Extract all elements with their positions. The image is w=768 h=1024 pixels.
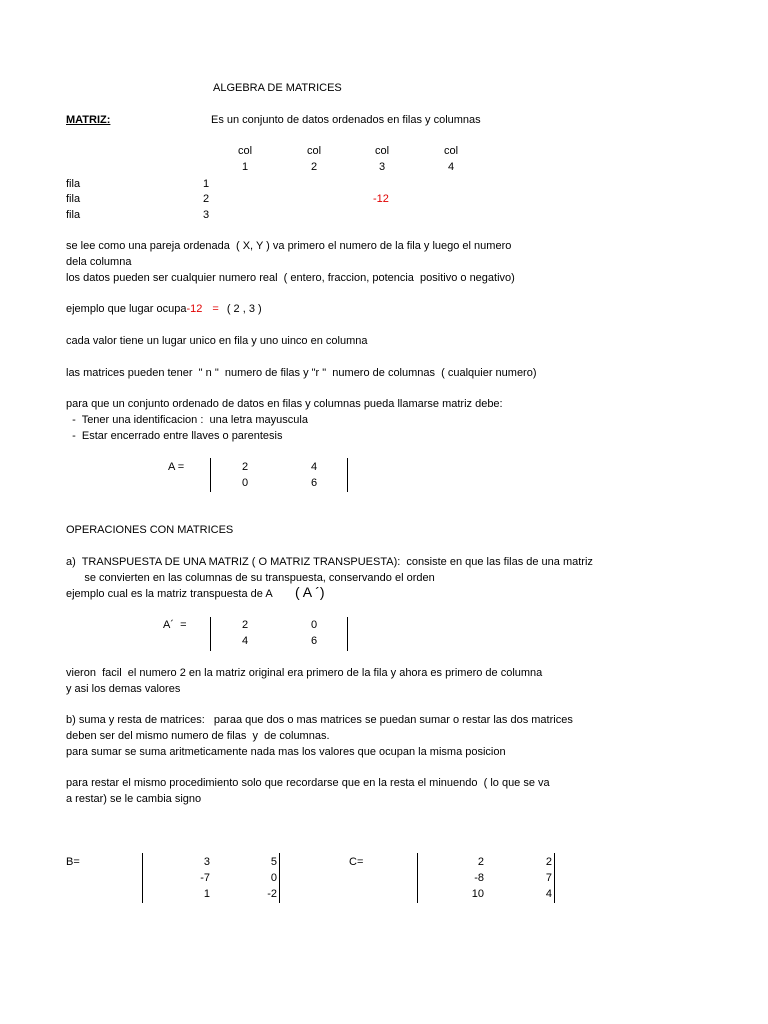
matrix-cell: 0	[270, 872, 277, 884]
paragraph-line: para restar el mismo procedimiento solo que recordarse que en la resta el minuendo ( lo que se va	[66, 777, 550, 789]
col-number: 3	[378, 161, 386, 173]
paragraph-line: b) suma y resta de matrices: paraa que dos o mas matrices se puedan sumar o restar las dos matrices	[66, 714, 573, 726]
matrix-left-bracket	[142, 853, 143, 903]
paragraph-line: dela columna	[66, 256, 132, 268]
row-number: 3	[203, 209, 210, 221]
example-value: -12	[186, 303, 203, 315]
matrix-cell: 0	[310, 619, 318, 631]
matrix-cell: -2	[267, 888, 277, 900]
matrix-cell: 2	[241, 619, 249, 631]
matrix-cell: 4	[545, 888, 552, 900]
row-word: fila	[66, 178, 81, 190]
paragraph-line: a restar) se le cambia signo	[66, 793, 202, 805]
matriz-definition: Es un conjunto de datos ordenados en filas y columnas	[211, 114, 481, 126]
matriz-label: MATRIZ:	[66, 114, 111, 126]
transpose-symbol: ( A ´)	[295, 584, 325, 600]
paragraph-line: los datos pueden ser cualquier numero real ( entero, fraccion, potencia positivo o negativo)	[66, 272, 515, 284]
matrix-right-bracket	[554, 853, 555, 903]
matrix-label: A´ =	[163, 619, 187, 631]
matrix-left-bracket	[210, 617, 211, 651]
col-number: 2	[310, 161, 318, 173]
paragraph-line: para que un conjunto ordenado de datos en filas y columnas pueda llamarse matriz debe:	[66, 398, 503, 410]
col-word: col	[374, 145, 390, 157]
matrix-cell: 5	[270, 856, 277, 868]
matrix-cell: 2	[241, 461, 249, 473]
matrix-cell: -7	[200, 872, 210, 884]
row-number: 1	[203, 178, 210, 190]
matrix-right-bracket	[347, 617, 348, 651]
matrix-cell: -8	[474, 872, 484, 884]
example-equals: =	[212, 303, 219, 315]
paragraph-line: ejemplo cual es la matriz transpuesta de A	[66, 588, 273, 600]
matrix-label: A =	[168, 461, 185, 473]
example-line	[66, 303, 262, 316]
matrix-cell: 2	[477, 856, 484, 868]
matrix-cell: 2	[545, 856, 552, 868]
paragraph-line: y asi los demas valores	[66, 683, 181, 695]
bullet-item: - Estar encerrado entre llaves o parentesis	[66, 430, 283, 442]
matrix-left-bracket	[417, 853, 418, 903]
paragraph-line: se convierten en las columnas de su transpuesta, conservando el orden	[66, 572, 435, 584]
paragraph-line: vieron facil el numero 2 en la matriz original era primero de la fila y ahora es primero de columna	[66, 667, 543, 679]
matrix-label: C=	[349, 856, 364, 868]
paragraph-line: cada valor tiene un lugar unico en fila y uno uinco en columna	[66, 335, 368, 347]
page-title: ALGEBRA DE MATRICES	[213, 82, 342, 94]
example-pair: ( 2 , 3 )	[226, 303, 262, 315]
matrix-right-bracket	[279, 853, 280, 903]
matrix-cell: 4	[241, 635, 249, 647]
matrix-cell: 0	[241, 477, 249, 489]
paragraph-line: para sumar se suma aritmeticamente nada mas los valores que ocupan la misma posicion	[66, 746, 506, 758]
matrix-right-bracket	[347, 458, 348, 492]
paragraph-line: a) TRANSPUESTA DE UNA MATRIZ ( O MATRIZ TRANSPUESTA): consiste en que las filas de una matriz	[66, 556, 593, 568]
matrix-cell: 4	[310, 461, 318, 473]
row-word: fila	[66, 193, 81, 205]
matrix-label: B=	[66, 856, 80, 868]
col-word: col	[443, 145, 459, 157]
paragraph-line: deben ser del mismo numero de filas y de columnas.	[66, 730, 330, 742]
col-word: col	[306, 145, 322, 157]
row-number: 2	[203, 193, 210, 205]
highlight-value: -12	[373, 193, 389, 205]
col-word: col	[237, 145, 253, 157]
paragraph-line: se lee como una pareja ordenada ( X, Y ) va primero el numero de la fila y luego el numero	[66, 240, 512, 252]
row-word: fila	[66, 209, 81, 221]
matrix-cell: 10	[471, 888, 484, 900]
matrix-cell: 7	[545, 872, 552, 884]
example-prefix: ejemplo que lugar ocupa	[66, 303, 187, 315]
paragraph-line: las matrices pueden tener " n " numero de filas y "r " numero de columnas ( cualquier numero)	[66, 367, 537, 379]
col-number: 4	[447, 161, 455, 173]
matrix-cell: 6	[310, 477, 318, 489]
matrix-cell: 6	[310, 635, 318, 647]
section-heading: OPERACIONES CON MATRICES	[66, 524, 234, 536]
col-number: 1	[241, 161, 249, 173]
matrix-cell: 1	[203, 888, 210, 900]
bullet-item: - Tener una identificacion : una letra mayuscula	[66, 414, 308, 426]
matrix-cell: 3	[203, 856, 210, 868]
matrix-left-bracket	[210, 458, 211, 492]
